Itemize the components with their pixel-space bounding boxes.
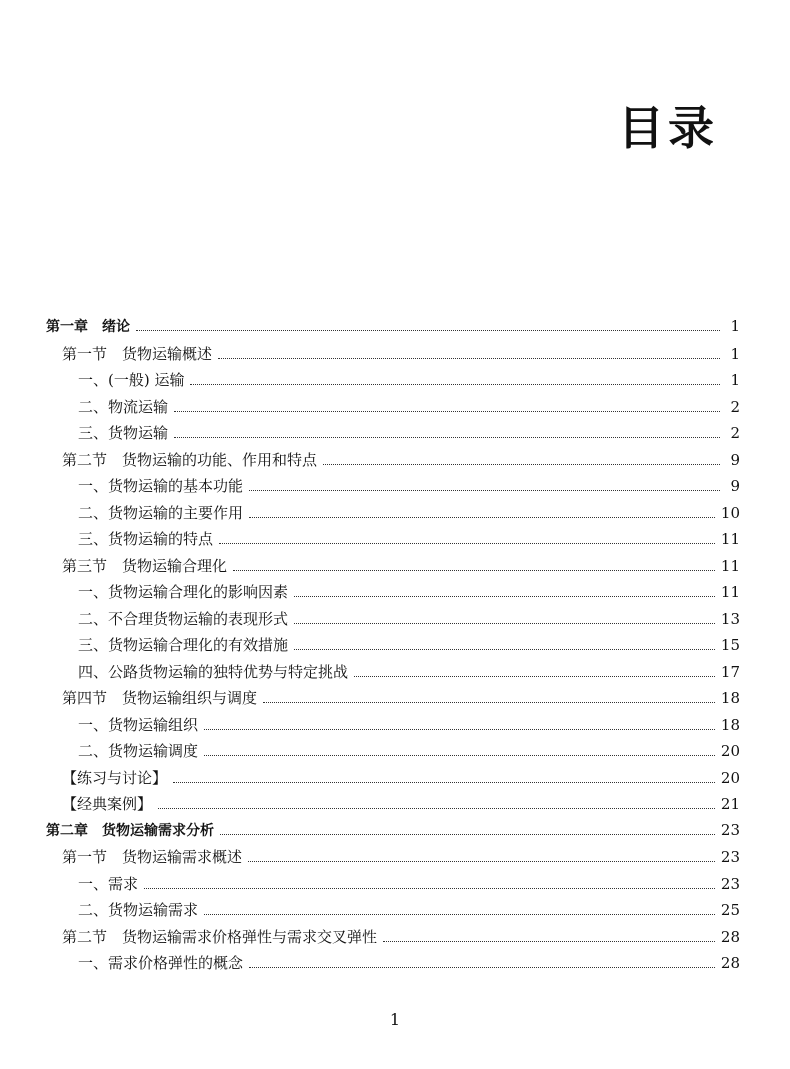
table-of-contents — [46, 316, 740, 979]
toc-subsection-entry[interactable] — [46, 952, 740, 979]
toc-dot-leader — [383, 941, 715, 942]
toc-subsection-entry[interactable] — [46, 634, 740, 661]
toc-dot-leader — [294, 649, 715, 650]
toc-entry-page: 23 — [720, 874, 740, 893]
toc-entry-label: 三、货物运输 — [78, 424, 169, 442]
toc-dot-leader — [204, 914, 715, 915]
toc-dot-leader — [136, 330, 720, 331]
toc-subsection-entry[interactable] — [46, 528, 740, 555]
toc-subsection-entry[interactable] — [46, 899, 740, 926]
toc-section-entry[interactable] — [46, 793, 740, 820]
toc-section-entry[interactable] — [46, 846, 740, 873]
toc-dot-leader — [144, 888, 715, 889]
toc-dot-leader — [233, 570, 715, 571]
toc-entry-label: 【经典案例】 — [62, 795, 153, 813]
toc-entry-page: 1 — [730, 344, 740, 363]
toc-subsection-entry[interactable] — [46, 661, 740, 688]
toc-entry-page: 20 — [720, 742, 740, 760]
toc-entry-page: 9 — [730, 450, 740, 469]
toc-entry-label: 二、货物运输的主要作用 — [78, 503, 244, 522]
toc-entry-page: 9 — [730, 477, 740, 495]
toc-dot-leader — [294, 596, 715, 597]
toc-section-entry[interactable] — [46, 767, 740, 794]
toc-entry-page: 18 — [720, 689, 740, 707]
toc-subsection-entry[interactable] — [46, 740, 740, 767]
toc-dot-leader — [220, 834, 715, 835]
toc-subsection-entry[interactable] — [46, 608, 740, 635]
toc-entry-page: 11 — [720, 583, 740, 601]
toc-entry-page: 18 — [720, 715, 740, 734]
toc-entry-page: 23 — [720, 848, 740, 866]
toc-entry-label: 四、公路货物运输的独特优势与特定挑战 — [78, 662, 349, 681]
toc-entry-page: 23 — [720, 820, 740, 839]
toc-subsection-entry[interactable] — [46, 475, 740, 502]
toc-section-entry[interactable] — [46, 555, 740, 582]
toc-subsection-entry[interactable] — [46, 369, 740, 396]
toc-entry-label: 一、货物运输的基本功能 — [78, 477, 244, 495]
toc-entry-page: 2 — [730, 397, 740, 416]
page-number: 1 — [389, 1010, 401, 1029]
toc-dot-leader — [173, 782, 715, 783]
toc-entry-page: 20 — [720, 768, 740, 787]
toc-entry-label: 三、货物运输的特点 — [78, 530, 214, 548]
toc-entry-page: 28 — [720, 927, 740, 946]
page-title: 目录 — [618, 101, 718, 155]
toc-section-entry[interactable] — [46, 926, 740, 953]
toc-entry-page: 1 — [730, 371, 740, 389]
toc-entry-label: 第二章 货物运输需求分析 — [46, 822, 214, 839]
toc-entry-label: 三、货物运输合理化的有效措施 — [78, 636, 289, 654]
toc-dot-leader — [294, 623, 715, 624]
toc-entry-label: 一、需求 — [78, 874, 139, 893]
toc-subsection-entry[interactable] — [46, 502, 740, 529]
toc-entry-page: 25 — [720, 901, 740, 919]
toc-entry-label: 一、需求价格弹性的概念 — [78, 954, 244, 972]
toc-entry-page: 21 — [720, 795, 740, 813]
toc-entry-label: 二、不合理货物运输的表现形式 — [78, 609, 289, 628]
toc-entry-page: 10 — [720, 503, 740, 522]
toc-entry-label: 【练习与讨论】 — [62, 768, 168, 787]
toc-section-entry[interactable] — [46, 687, 740, 714]
toc-entry-label: 第二节 货物运输需求价格弹性与需求交叉弹性 — [62, 927, 378, 946]
toc-dot-leader — [158, 808, 715, 809]
toc-dot-leader — [204, 729, 715, 730]
toc-entry-label: 第三节 货物运输合理化 — [62, 556, 228, 575]
toc-entry-page: 13 — [720, 609, 740, 628]
toc-dot-leader — [354, 676, 715, 677]
toc-entry-label: 第一节 货物运输概述 — [62, 344, 213, 363]
toc-dot-leader — [249, 967, 715, 968]
toc-entry-page: 11 — [720, 556, 740, 575]
toc-entry-label: 二、货物运输调度 — [78, 742, 199, 760]
toc-dot-leader — [323, 464, 720, 465]
toc-section-entry[interactable] — [46, 343, 740, 370]
toc-dot-leader — [263, 702, 715, 703]
toc-dot-leader — [219, 543, 715, 544]
toc-subsection-entry[interactable] — [46, 581, 740, 608]
toc-entry-label: 一、(一般) 运输 — [78, 371, 185, 389]
toc-entry-page: 2 — [730, 424, 740, 442]
toc-subsection-entry[interactable] — [46, 714, 740, 741]
toc-dot-leader — [249, 517, 715, 518]
toc-section-entry[interactable] — [46, 449, 740, 476]
toc-dot-leader — [190, 384, 720, 385]
toc-entry-label: 一、货物运输组织 — [78, 715, 199, 734]
toc-subsection-entry[interactable] — [46, 422, 740, 449]
toc-subsection-entry[interactable] — [46, 396, 740, 423]
toc-entry-label: 第一节 货物运输需求概述 — [62, 848, 243, 866]
toc-dot-leader — [174, 411, 720, 412]
toc-entry-page: 11 — [720, 530, 740, 548]
toc-chapter-entry[interactable] — [46, 316, 740, 343]
toc-entry-label: 二、物流运输 — [78, 397, 169, 416]
toc-dot-leader — [218, 358, 720, 359]
toc-entry-label: 第四节 货物运输组织与调度 — [62, 689, 258, 707]
toc-entry-page: 28 — [720, 954, 740, 972]
toc-entry-page: 15 — [720, 636, 740, 654]
toc-entry-label: 一、货物运输合理化的影响因素 — [78, 583, 289, 601]
toc-entry-label: 第二节 货物运输的功能、作用和特点 — [62, 450, 318, 469]
toc-chapter-entry[interactable] — [46, 820, 740, 847]
toc-subsection-entry[interactable] — [46, 873, 740, 900]
toc-entry-page: 1 — [730, 317, 740, 335]
toc-dot-leader — [248, 861, 715, 862]
toc-dot-leader — [204, 755, 715, 756]
toc-dot-leader — [249, 490, 720, 491]
toc-dot-leader — [174, 437, 720, 438]
toc-entry-page: 17 — [720, 662, 740, 681]
toc-entry-label: 二、货物运输需求 — [78, 901, 199, 919]
toc-entry-label: 第一章 绪论 — [46, 319, 130, 335]
